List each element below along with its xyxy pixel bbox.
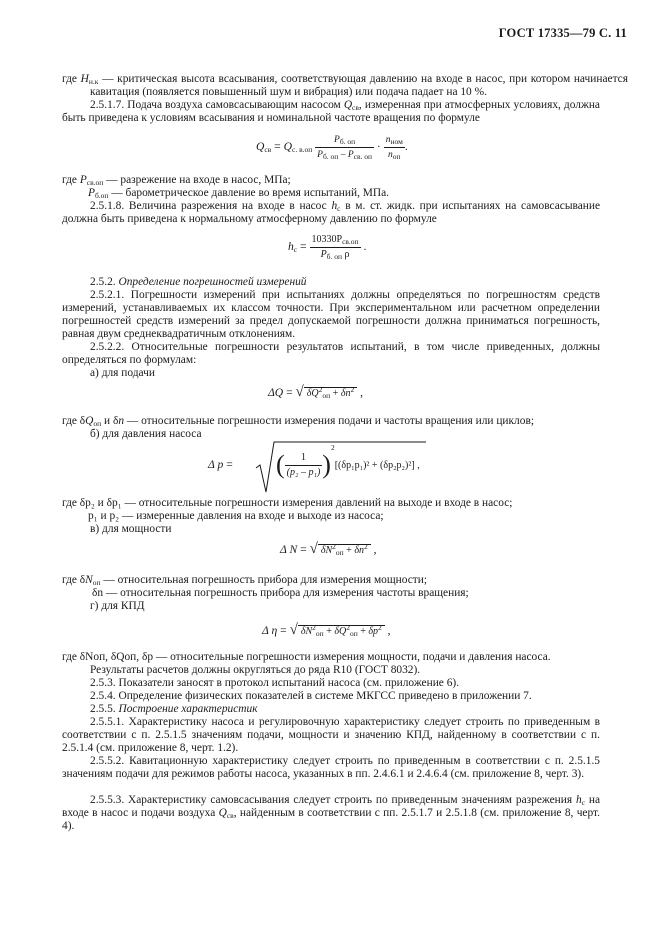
formula-air-supply: $Q_{св} = Q_{с. в.оп}$ $\frac{P_{б. оп}}{P_{б. оп} - P_{св. оп}}$ · $\frac{n_{ном}}{n_{оп}}$ . [256, 135, 408, 161]
heading-2-5-5: 2.5.5. Построение характеристик [90, 703, 258, 715]
item-v-power: в) для мощности [90, 523, 172, 535]
heading-2-5-2: 2.5.2. Определение погрешностей измерений [90, 276, 307, 288]
paragraph-2-5-1-8: 2.5.1.8. Величина разрежения на входе в насос $h_с$ в м. ст. жидк. при испытаниях на самовсасывание должна быть приведена к нормальному атмосферному давлению по формуле [62, 200, 601, 226]
paragraph-rounding: Результаты расчетов должны округляться до ряда R10 (ГОСТ 8032). [90, 664, 421, 676]
paragraph-psv-definition: где $P_{св.оп}$ — разрежение на входе в насос, МПа; [62, 174, 291, 187]
paragraph-delta-eta-definition: где δNоп, δQоп, δp — относительные погрешности измерения мощности, подачи и давления насоса. [62, 651, 551, 663]
paragraph-2-5-3: 2.5.3. Показатели заносят в протокол испытаний насоса (см. приложение 6). [90, 677, 460, 689]
paragraph-p-definition: p₁ и p₂ — измеренные давления на входе и выходе из насоса; [88, 510, 384, 522]
item-b-pressure: б) для давления насоса [90, 428, 202, 440]
item-g-efficiency: г) для КПД [90, 600, 145, 612]
page-header: ГОСТ 17335—79 С. 11 [498, 26, 627, 40]
paragraph-delta-p-definition: где δp₂ и δp₁ — относительные погрешности измерения давлений на выходе и входе в насос; [62, 497, 513, 509]
fraction-speed: $\frac{n_{ном}}{n_{оп}}$ [385, 135, 403, 161]
paragraph-2-5-2-2: 2.5.2.2. Относительные погрешности результатов испытаний, в том числе приведенных, должны определяться по формулам: [62, 341, 600, 367]
formula-vacuum: $h_с$ = $\frac{10330P_{св.оп}}{P_{б. оп} \rho}$ . [288, 234, 367, 261]
paragraph-pb-definition: $P_{б.оп}$ — барометрическое давление во время испытаний, МПа. [88, 187, 390, 200]
paragraph-2-5-5-2: 2.5.5.2. Кавитационную характеристику следует строить по приведенным в соответствии с п. 2.5.1.5 значениям подачи для режимов работы насоса, указанных в пп. 2.4.6.1 и 2.4.6.4 (см. приложение 8, черт. 3). [62, 755, 600, 781]
formula-delta-q: ΔQ = √ $\delta Q^2_{оп} + \delta n^2$ , [268, 384, 364, 400]
paragraph-2-5-5-1: 2.5.5.1. Характеристику насоса и регулировочную характеристику следует строить по приведенным в соответствии с п. 2.5.1.5 значениям подачи, мощности и значению КПД, найденному в соответствии с п. 2.5.1.4 (см. приложение 8, черт. 1.2). [62, 716, 600, 755]
paragraph-2-5-5-3: 2.5.5.3. Характеристику самовсасывания следует строить по приведенным значениям разрежения $h_с$ на входе в насос и подачи воздуха $Q_{св}$, найденным в соответствии с пп. 2.5.1.7 и 2.5.1.8 (см. приложение 8, черт. 4). [62, 794, 601, 833]
paragraph-delta-n-definition: где $\delta N_{оп}$ — относительная погрешность прибора для измерения мощности; [62, 574, 427, 587]
formula-delta-eta: Δ η = √ $\delta N^2_{оп} + \delta Q^2_{оп} + \delta p^2$ , [262, 622, 391, 638]
paragraph-hnk-definition: где $H_{н.к}$ — критическая высота всасывания, соответствующая давлению на входе в насос, при котором начинается кавитация (появляется повышенный шум и вибрация) или подача падает на 10 %. [62, 73, 628, 99]
formula-delta-n: Δ N = √ $\delta N^2_{оп} + \delta n^2$ , [280, 541, 377, 557]
fraction-vacuum: $\frac{10330P_{св.оп}}{P_{б. оп} \rho}$ [311, 234, 359, 261]
paragraph-2-5-4: 2.5.4. Определение физических показателей в системе МКГСС приведено в приложении 7. [90, 690, 532, 702]
item-a-flow: а) для подачи [90, 367, 155, 379]
paragraph-2-5-2-1: 2.5.2.1. Погрешности измерений при испытаниях должны определяться по погрешностям средств измерений, устанавливаемых их классом точности. При экспериментальном или расчетном определении погрешностей средств измерений за предел допускаемой погрешности должна приниматься погрешность, равная двум среднеквадратичным отклонениям. [62, 289, 600, 341]
fraction-pressure: $\frac{P_{б. оп}}{P_{б. оп} - P_{св. оп}}$ [317, 135, 373, 161]
paragraph-2-5-1-7: 2.5.1.7. Подача воздуха самовсасывающим насосом $Q_{св}$, измеренная при атмосферных условиях, должна быть приведена к условиям всасывания и номинальной частоте вращения по формуле [62, 99, 600, 125]
formula-delta-p: Δ p = ( $\frac{1}{\text{(p₂ – p₁)}}$ )$^2$[(δp₁p₁)² + (δp₂p₂)²] , [208, 440, 428, 496]
paragraph-delta-q-definition: где $\delta Q_{оп}$ и δn — относительные погрешности измерения подачи и частоты вращения или циклов; [62, 415, 534, 428]
paragraph-delta-speed-definition: δn — относительная погрешность прибора для измерения частоты вращения; [92, 587, 469, 599]
